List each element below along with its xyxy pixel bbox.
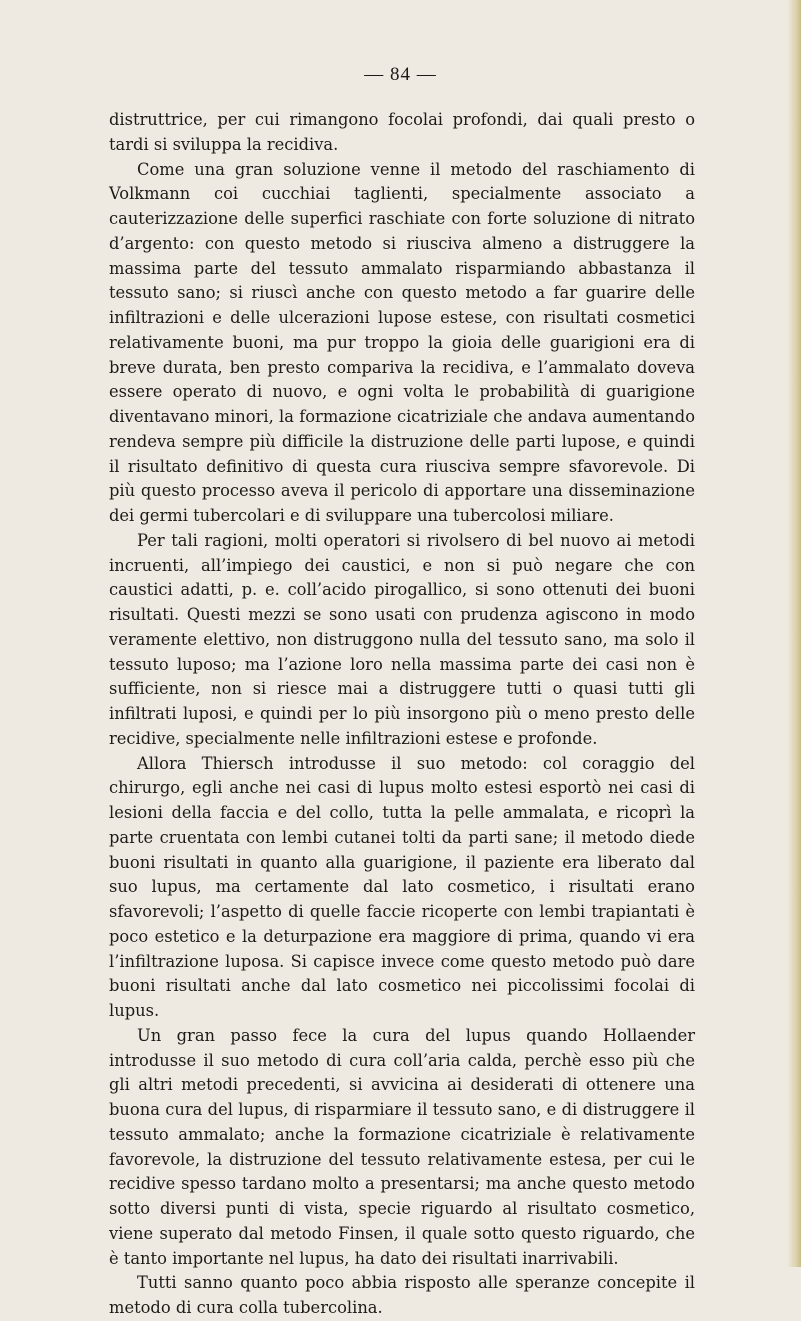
page-number: — 84 —: [364, 64, 437, 85]
body-text: [109, 108, 695, 1321]
paragraph: Per tali ragioni, molti operatori si rivolsero di bel nuovo ai metodi incruenti, all’impiego dei caustici, e non si può negare che con caustici adatti, p. e. coll’acido pirogallico, si sono ottenuti dei buoni risultati. Questi mezzi se sono usati con prudenza agiscono in modo veramente elettivo, non distruggono nulla del tessuto sano, ma solo il tessuto luposo; ma l’azione loro nella massima parte dei casi non è sufficiente, non si riesce mai a distruggere tutti o quasi tutti gli infiltrati luposi, e quindi per lo più insorgono più o meno presto delle recidive, specialmente nelle infiltrazioni estese e profonde.: [109, 530, 695, 748]
paragraph: distruttrice, per cui rimangono focolai profondi, dai quali presto o tardi si sviluppa la recidiva.: [109, 110, 695, 154]
paragraph: Un gran passo fece la cura del lupus quando Hollaender introdusse il suo metodo di cura coll’aria calda, perchè esso più che gli altri metodi precedenti, si avvicina ai desiderati di ottenere una buona cura del lupus, di risparmiare il tessuto sano, e di distruggere il tessuto ammalato; anche la formazione cicatriziale è relativamente favorevole, la distruzione del tessuto relativamente estesa, per cui le recidive spesso tardano molto a presentarsi; ma anche questo metodo sotto diversi punti di vista, specie riguardo al risultato cosmetico, viene superato dal metodo Finsen, il quale sotto questo riguardo, che è tanto importante nel lupus, ha dato dei risultati inarrivabili.: [109, 1025, 695, 1268]
paragraph: Come una gran soluzione venne il metodo del raschiamento di Volkmann coi cucchiai taglienti, specialmente associato a cauterizzazione delle superfici raschiate con forte soluzione di nitrato d’argento: con questo metodo si riusciva almeno a distruggere la massima parte del tessuto ammalato risparmiando abbastanza il tessuto sano; si riuscì anche con questo metodo a far guarire delle infiltrazioni e delle ulcerazioni lupose estese, con risultati cosmetici relativamente buoni, ma pur troppo la gioia delle guarigioni era di breve durata, ben presto compariva la recidiva, e l’ammalato doveva essere operato di nuovo, e ogni volta le probabilità di guarigione diventavano minori, la formazione cicatriziale che andava aumentando rendeva sempre più difficile la distruzione delle parti lupose, e quindi il risultato definitivo di questa cura riusciva sempre sfavorevole. Di più questo processo aveva il pericolo di apportare una disseminazione dei germi tubercolari e di sviluppare una tubercolosi miliare.: [109, 159, 695, 525]
page-edge-shadow: [787, 0, 801, 1267]
paragraph: Allora Thiersch introdusse il suo metodo: col coraggio del chirurgo, egli anche nei casi di lupus molto estesi esportò nei casi di lesioni della faccia e del collo, tutta la pelle ammalata, e ricoprì la parte cruentata con lembi cutanei tolti da parti sane; il metodo diede buoni risultati in quanto alla guarigione, il paziente era liberato dal suo lupus, ma certamente dal lato cosmetico, i risultati erano sfavorevoli; l’aspetto di quelle faccie ricoperte con lembi trapiantati è poco estetico e la deturpazione era maggiore di prima, quando vi era l’infiltrazione luposa. Si capisce invece come questo metodo può dare buoni risultati anche dal lato cosmetico nei piccolissimi focolai di lupus.: [109, 753, 695, 1020]
paragraph: Tutti sanno quanto poco abbia risposto alle speranze concepite il metodo di cura colla tubercolina.: [109, 1273, 695, 1317]
